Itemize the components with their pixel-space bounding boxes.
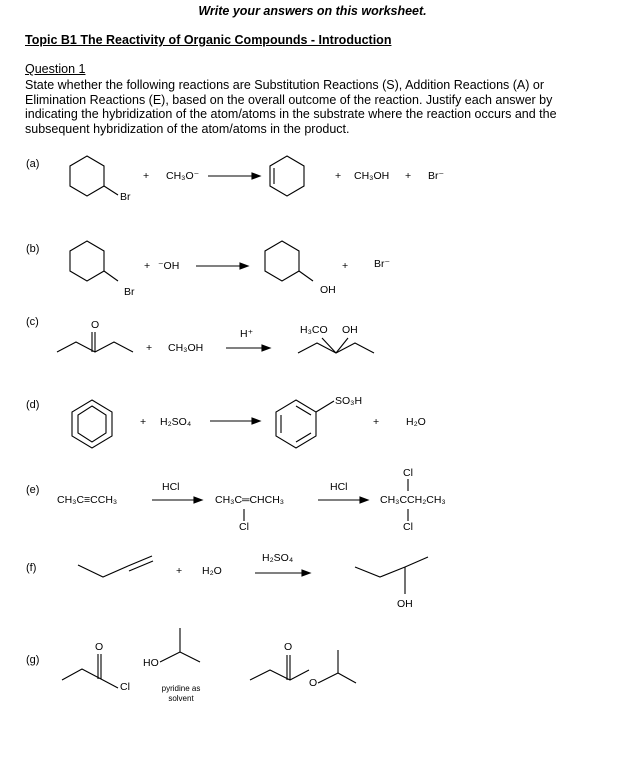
reagent2-e: HCl <box>330 481 348 493</box>
propanol-chain-f <box>355 557 428 577</box>
label-a: (a) <box>26 158 40 170</box>
catalyst-c: H⁺ <box>240 328 254 340</box>
reagent-a: CH₃O⁻ <box>166 170 200 182</box>
arrow-f-head <box>302 570 310 576</box>
c-br-bond-a <box>104 186 118 195</box>
plus-a-1: + <box>143 170 150 182</box>
label-e: (e) <box>26 484 40 496</box>
label-d: (d) <box>26 399 40 411</box>
worksheet-header: Write your answers on this worksheet. <box>198 4 427 18</box>
ester-o-isopropyl-g <box>318 673 338 683</box>
oh-b: OH <box>320 284 336 296</box>
arrow-a-head <box>252 173 260 179</box>
reagent-f: H₂O <box>202 565 222 577</box>
ho-bond-g <box>160 652 180 662</box>
arrow-d-head <box>252 418 260 424</box>
ketal-och3-bond <box>322 338 336 353</box>
plus-a-3: + <box>405 170 412 182</box>
propene-db-f <box>129 561 153 571</box>
c-br-bond-b <box>104 271 118 281</box>
cyclohexene-ring-a <box>270 156 304 196</box>
question-title: Question 1 <box>25 62 86 76</box>
ketal-oh-bond <box>336 338 348 353</box>
reagent-b: ⁻OH <box>158 260 180 272</box>
ester-chain-g <box>250 670 309 680</box>
acyl-chain-g <box>62 669 118 688</box>
label-f: (f) <box>26 562 37 574</box>
och3-c: H₃CO <box>300 324 328 336</box>
catalyst-f: H₂SO₄ <box>262 552 294 564</box>
cyclohexane-ring-b <box>70 241 104 281</box>
oxygen-g-2: O <box>284 641 293 653</box>
product-e: CH₃CCH₂CH₃ <box>380 494 446 506</box>
ketal-chain-c <box>298 343 374 353</box>
prod2-a: CH₃OH <box>354 170 390 182</box>
question-instructions: State whether the following reactions are Substitution Reactions (S), Addition Reactions (A) or Elimination Reactions (E), based on the overall outcome of the reaction. Justify each answer by indicating the hybridization of the atom/atoms in the substrate where the reaction occurs and the subsequent hybridization of the atom/atoms in the product. <box>25 78 557 136</box>
reagent-c: CH₃OH <box>168 342 204 354</box>
cl-int-e: Cl <box>239 521 249 533</box>
cyclohexane-ring-a <box>70 156 104 196</box>
arrow-b-head <box>240 263 248 269</box>
plus-a-2: + <box>335 170 342 182</box>
oh-f: OH <box>397 598 413 610</box>
arrow-e2-head <box>360 497 368 503</box>
alcohol-chain-g <box>180 652 200 662</box>
plus-c-1: + <box>146 342 153 354</box>
benzene-inner-d <box>78 406 106 442</box>
cl-g: Cl <box>120 681 130 693</box>
oh-c: OH <box>342 324 358 336</box>
cyclohexane-ring-b-product <box>265 241 299 281</box>
prod2-b: Br⁻ <box>374 258 391 270</box>
plus-d-2: + <box>373 416 380 428</box>
plus-d-1: + <box>140 416 147 428</box>
reagent-d: H₂SO₄ <box>160 416 192 428</box>
br-a: Br <box>120 191 131 203</box>
oxygen-c: O <box>91 319 100 331</box>
plus-b-1: + <box>144 260 151 272</box>
benzene-ring-d-product <box>276 400 316 448</box>
topic-title: Topic B1 The Reactivity of Organic Compounds - Introduction <box>25 33 392 47</box>
solvent-note-g: pyridine as solvent <box>161 684 201 703</box>
cl-top-e: Cl <box>403 467 413 479</box>
oxygen-g-3: O <box>309 677 318 689</box>
so3h-d: SO₃H <box>335 395 363 407</box>
reagent1-e: HCl <box>162 481 180 493</box>
c-oh-bond-b <box>299 271 313 281</box>
substrate-e: CH₃C≡CCH₃ <box>57 494 118 506</box>
label-c: (c) <box>26 316 39 328</box>
br-b: Br <box>124 286 135 298</box>
arrow-c-head <box>262 345 270 351</box>
c-s-bond-d <box>316 401 334 412</box>
intermediate-e: CH₃C═CHCH₃ <box>215 494 285 506</box>
isopropyl-arm-g <box>338 673 356 683</box>
prod2-d: H₂O <box>406 416 426 428</box>
oxygen-g-1: O <box>95 641 104 653</box>
ho-g: HO <box>143 657 159 669</box>
prod3-a: Br⁻ <box>428 170 445 182</box>
plus-b-2: + <box>342 260 349 272</box>
cl-bottom-e: Cl <box>403 521 413 533</box>
label-g: (g) <box>26 654 40 666</box>
plus-f-1: + <box>176 565 183 577</box>
arrow-e1-head <box>194 497 202 503</box>
label-b: (b) <box>26 243 40 255</box>
